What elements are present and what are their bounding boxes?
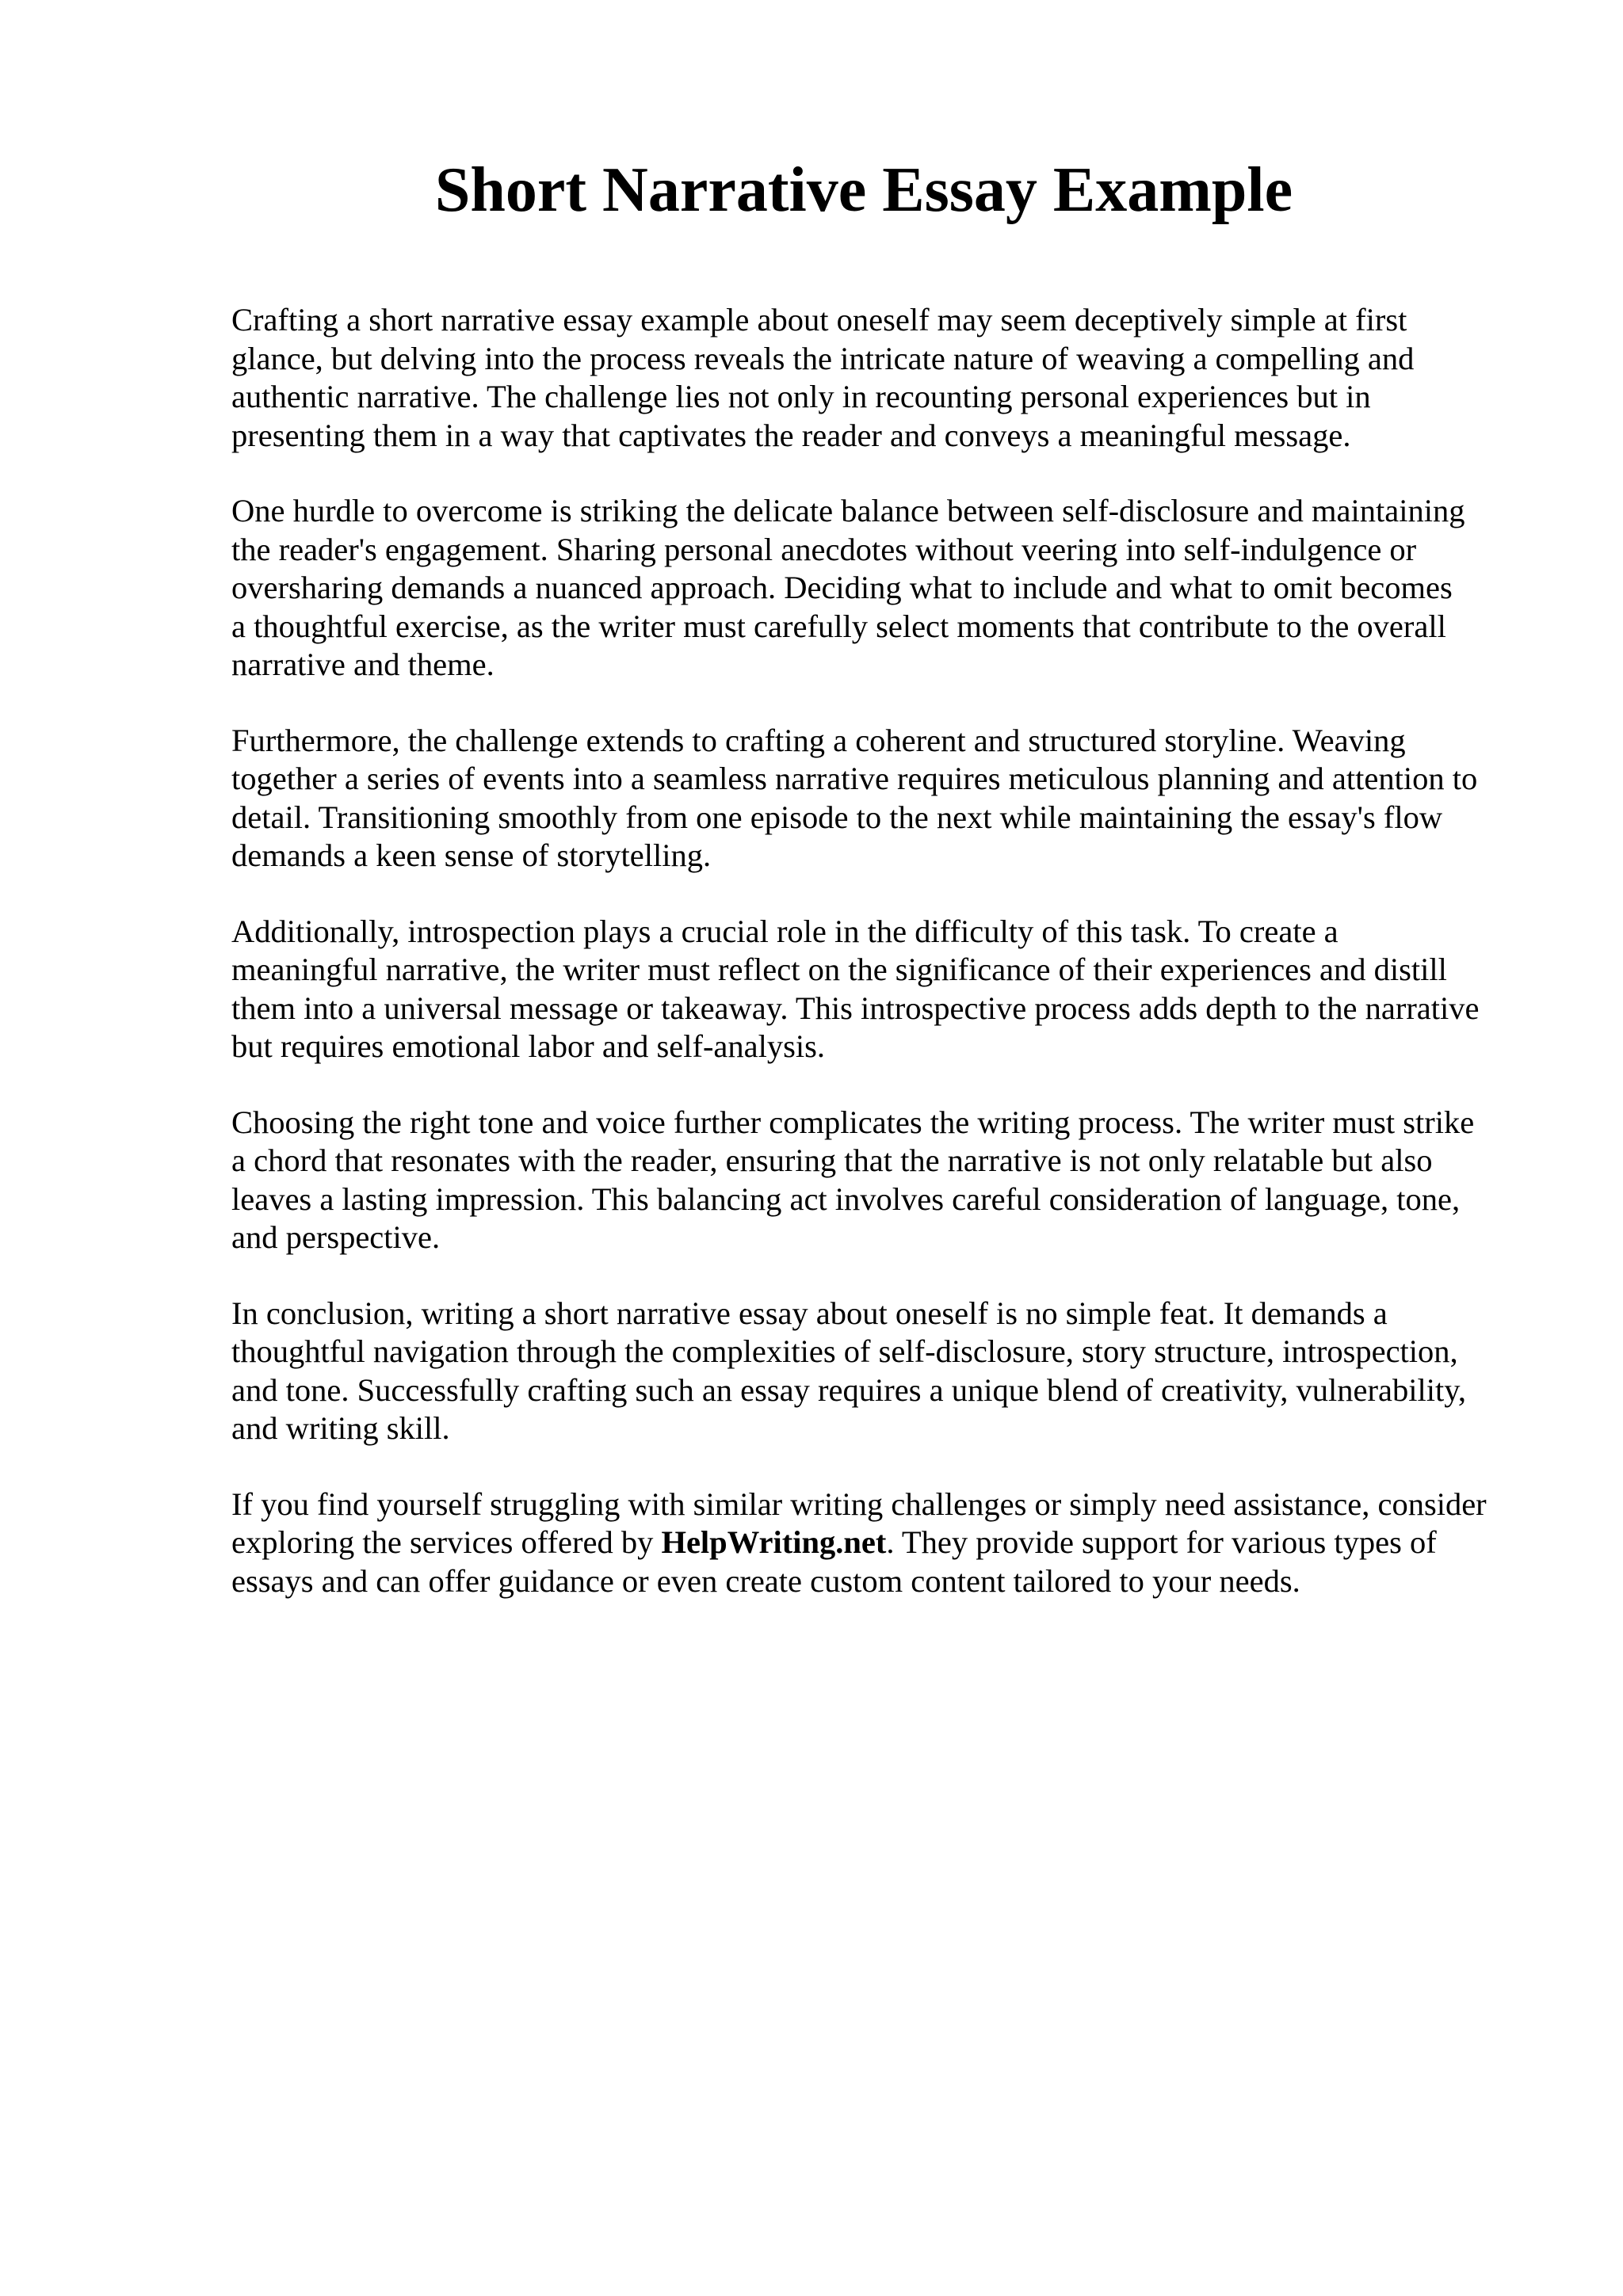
text-line: One hurdle to overcome is striking the delicate balance between self-disclosure and maintaining [231, 493, 1465, 528]
paragraph-5 [231, 1104, 1531, 1257]
text-line: glance, but delving into the process reveals the intricate nature of weaving a compelling and [231, 340, 1415, 376]
text-segment: exploring the services offered by [231, 1524, 662, 1560]
text-line: detail. Transitioning smoothly from one episode to the next while maintaining the essay's flow [231, 799, 1443, 835]
text-line: Choosing the right tone and voice further complicates the writing process. The writer must strike [231, 1104, 1475, 1140]
text-line: and writing skill. [231, 1410, 450, 1446]
text-line: leaves a lasting impression. This balancing act involves careful consideration of language, tone, [231, 1180, 1461, 1217]
closing-paragraph [231, 1486, 1531, 1601]
text-line: Crafting a short narrative essay example about oneself may seem deceptively simple at first [231, 302, 1407, 338]
text-line: and tone. Successfully crafting such an essay requires a unique blend of creativity, vulnerability, [231, 1371, 1467, 1408]
text-line: meaningful narrative, the writer must reflect on the significance of their experiences and distill [231, 952, 1447, 987]
text-segment: . They provide support for various types of [886, 1524, 1437, 1560]
paragraph-1 [231, 301, 1531, 455]
text-line: but requires emotional labor and self-analysis. [231, 1028, 826, 1064]
text-line: thoughtful navigation through the complexities of self-disclosure, story structure, introspection, [231, 1333, 1458, 1369]
text-line: If you find yourself struggling with similar writing challenges or simply need assistance, consider [231, 1486, 1487, 1522]
text-line: them into a universal message or takeaway. This introspective process adds depth to the narrative [231, 990, 1480, 1026]
text-line: In conclusion, writing a short narrative essay about oneself is no simple feat. It demands a [231, 1295, 1388, 1331]
text-line: and perspective. [231, 1219, 441, 1255]
text-line: authentic narrative. The challenge lies not only in recounting personal experiences but in [231, 379, 1371, 414]
text-line: presenting them in a way that captivates the reader and conveys a meaningful message. [231, 417, 1351, 453]
text-line: the reader's engagement. Sharing personal anecdotes without veering into self-indulgence or [231, 531, 1417, 567]
text-line: narrative and theme. [231, 646, 495, 682]
text-line: oversharing demands a nuanced approach. Deciding what to include and what to omit becomes [231, 570, 1453, 605]
text-line-with-brand [231, 1524, 1531, 1562]
paragraph-4 [231, 913, 1531, 1066]
text-line: demands a keen sense of storytelling. [231, 837, 712, 873]
text-line: Additionally, introspection plays a crucial role in the difficulty of this task. To create a [231, 913, 1338, 949]
page-title: Short Narrative Essay Example [434, 155, 1293, 225]
paragraph-3 [231, 722, 1531, 875]
paragraph-6 [231, 1295, 1531, 1448]
text-line: a thoughtful exercise, as the writer must carefully select moments that contribute to the overall [231, 608, 1446, 644]
text-line: a chord that resonates with the reader, ensuring that the narrative is not only relatable but also [231, 1142, 1433, 1178]
helpwriting-brand-link[interactable]: HelpWriting.net [661, 1524, 887, 1560]
text-line: essays and can offer guidance or even create custom content tailored to your needs. [231, 1562, 1300, 1599]
text-line: Furthermore, the challenge extends to crafting a coherent and structured storyline. Weaving [231, 722, 1406, 758]
essay-body [231, 301, 1531, 1638]
text-line: together a series of events into a seamless narrative requires meticulous planning and attention to [231, 761, 1478, 796]
paragraph-2 [231, 492, 1531, 685]
